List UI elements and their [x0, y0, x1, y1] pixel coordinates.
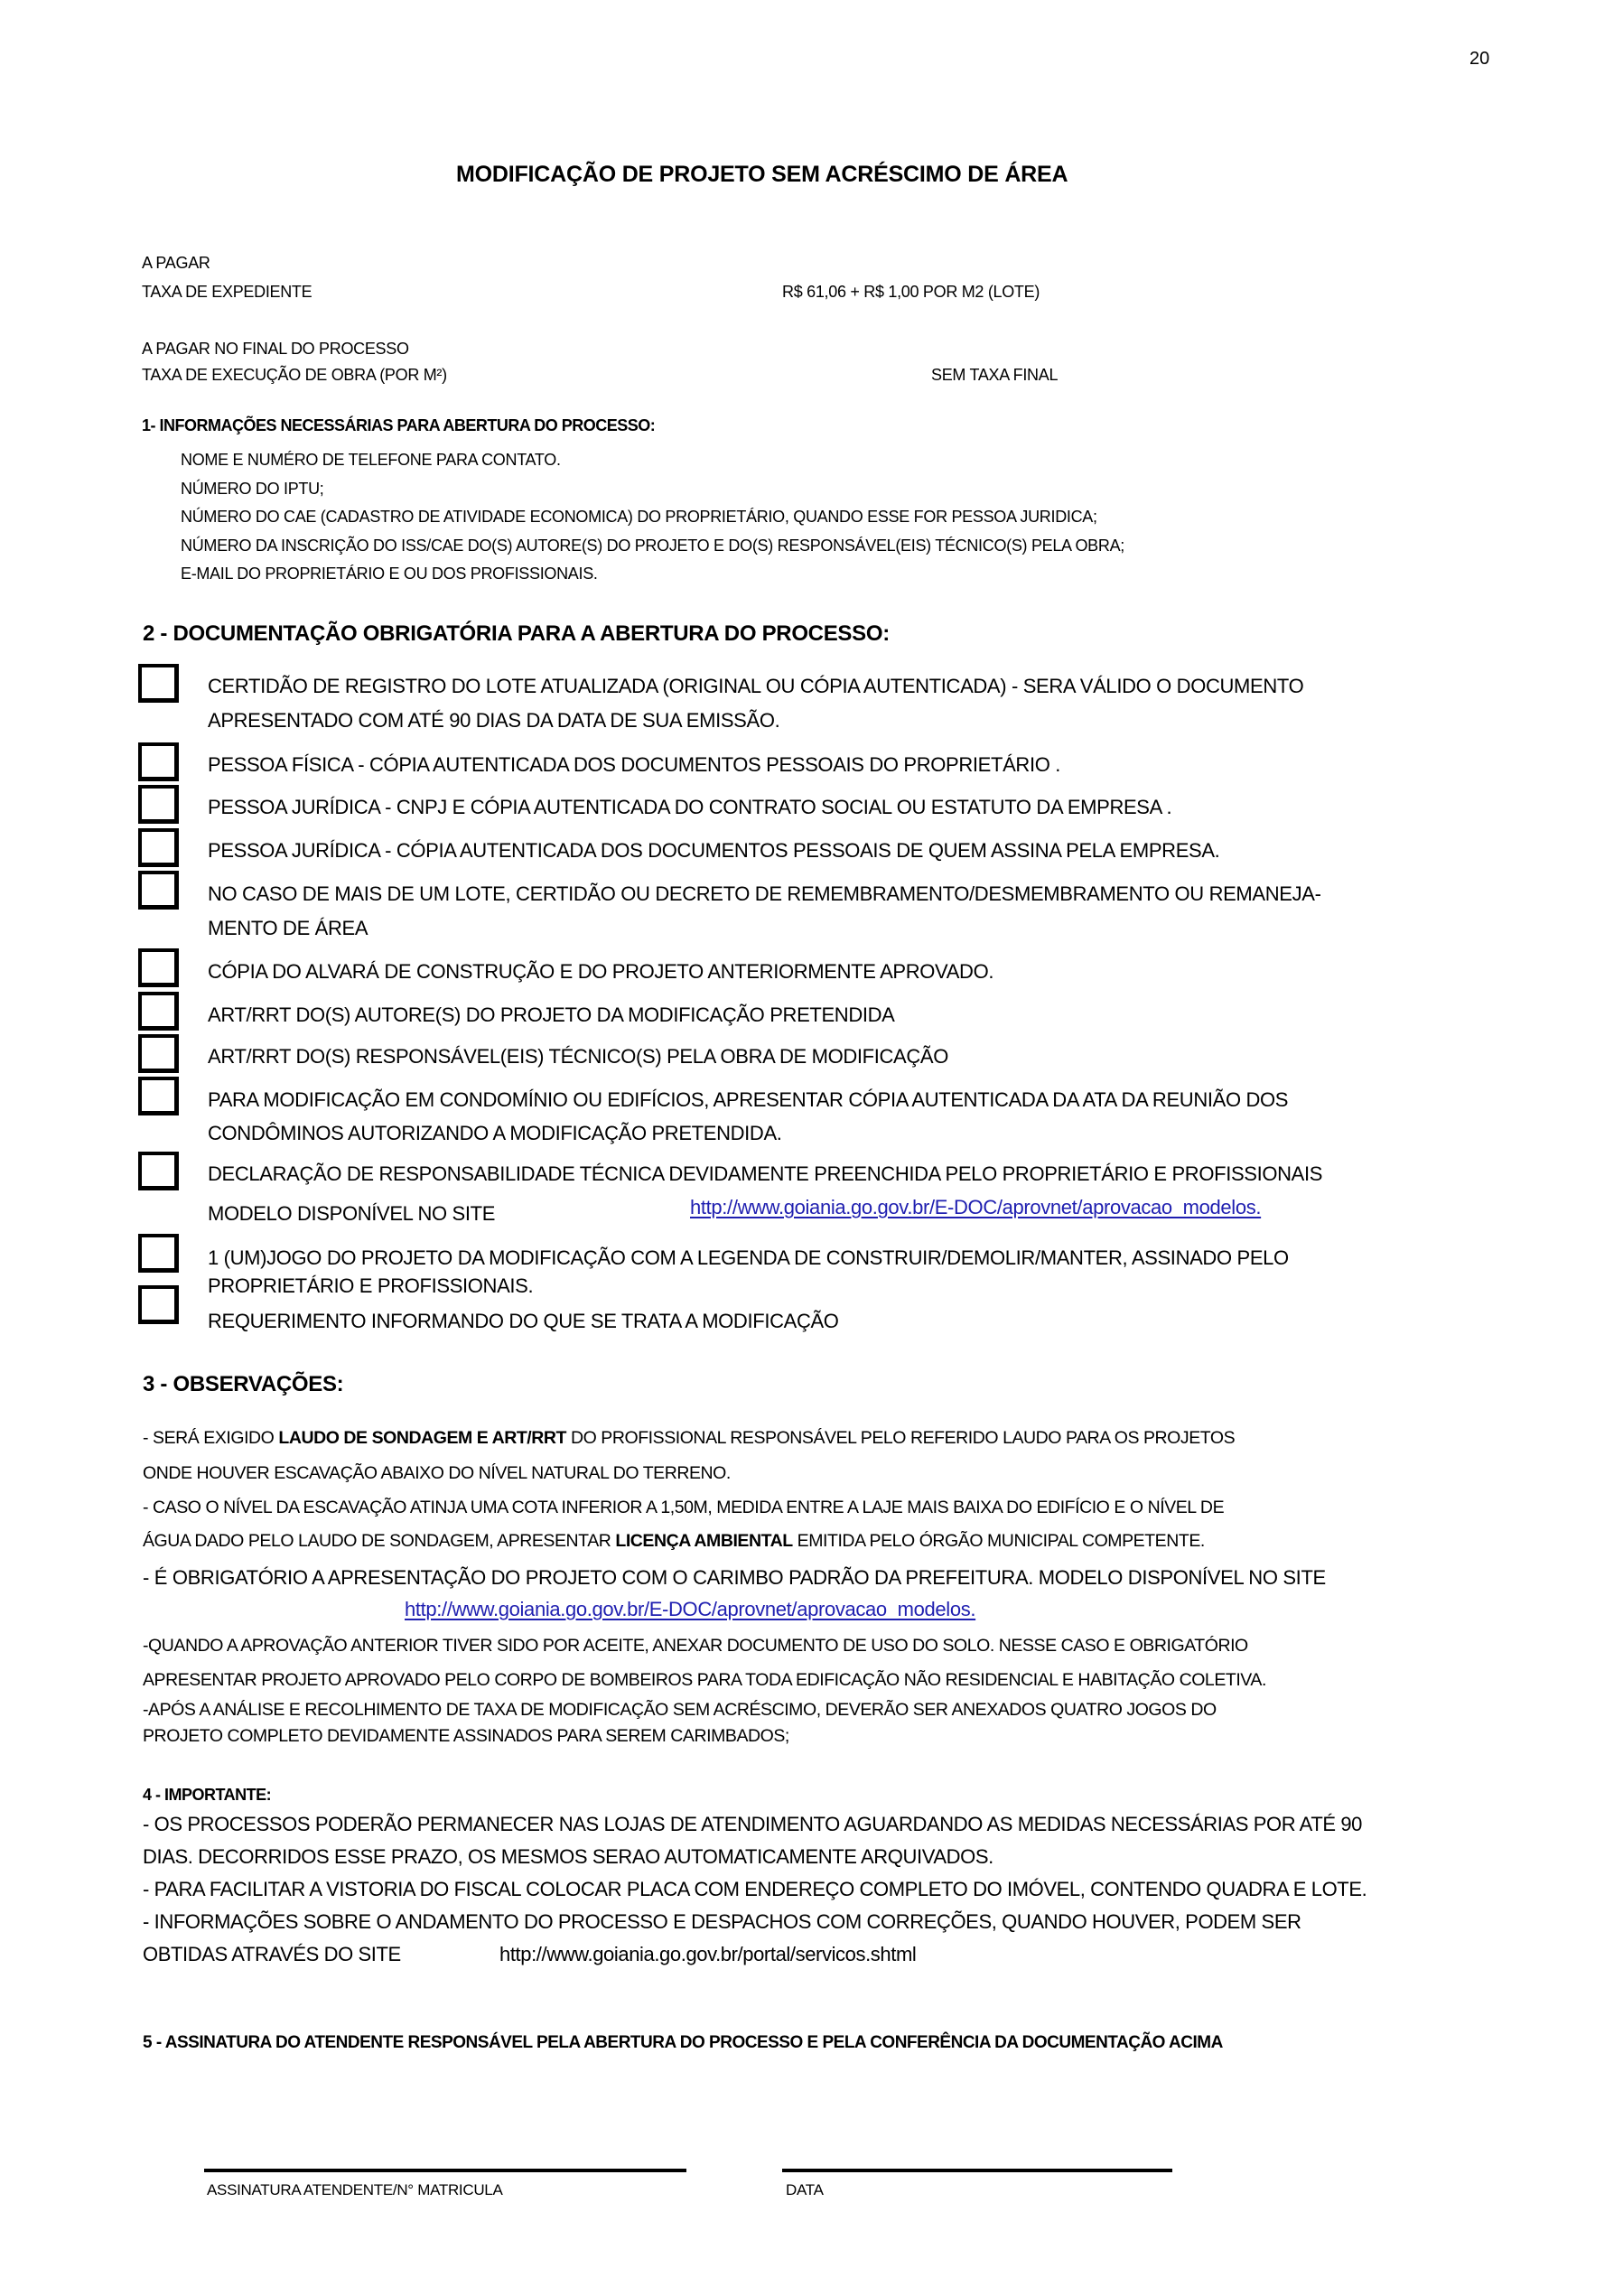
- doc-item-text: PROPRIETÁRIO E PROFISSIONAIS.: [208, 1274, 534, 1297]
- doc-item-text: MENTO DE ÁREA: [208, 917, 368, 939]
- taxa-expediente-value: R$ 61,06 + R$ 1,00 POR M2 (LOTE): [782, 283, 1040, 301]
- section-1-heading: 1- INFORMAÇÕES NECESSÁRIAS PARA ABERTURA DO PROCESSO:: [142, 416, 656, 434]
- doc-item-text: CONDÔMINOS AUTORIZANDO A MODIFICAÇÃO PRETENDIDA.: [208, 1122, 782, 1144]
- section-3-heading: 3 - OBSERVAÇÕES:: [143, 1372, 344, 1396]
- observation-line: -APÓS A ANÁLISE E RECOLHIMENTO DE TAXA DE MODIFICAÇÃO SEM ACRÉSCIMO, DEVERÃO SER ANEXADOS QUATRO JOGOS DO: [143, 1700, 1217, 1720]
- doc-item-text: DECLARAÇÃO DE RESPONSABILIDADE TÉCNICA DEVIDAMENTE PREENCHIDA PELO PROPRIETÁRIO E PROFISSIONAIS: [208, 1162, 1323, 1185]
- doc-item-text: REQUERIMENTO INFORMANDO DO QUE SE TRATA A MODIFICAÇÃO: [208, 1310, 839, 1332]
- doc-item-text: CERTIDÃO DE REGISTRO DO LOTE ATUALIZADA (ORIGINAL OU CÓPIA AUTENTICADA) - SERA VÁLIDO O DOCUMENTO: [208, 675, 1304, 697]
- doc-item-text: PARA MODIFICAÇÃO EM CONDOMÍNIO OU EDIFÍCIOS, APRESENTAR CÓPIA AUTENTICADA DA ATA DA REUNIÃO DOS: [208, 1088, 1289, 1111]
- observation-line: PROJETO COMPLETO DEVIDAMENTE ASSINADOS PARA SEREM CARIMBADOS;: [143, 1726, 789, 1746]
- checkbox-pessoa-fisica[interactable]: [138, 742, 179, 781]
- doc-item-text: 1 (UM)JOGO DO PROJETO DA MODIFICAÇÃO COM A LEGENDA DE CONSTRUIR/DEMOLIR/MANTER, ASSINADO PELO: [208, 1246, 1289, 1269]
- doc-item-text: CÓPIA DO ALVARÁ DE CONSTRUÇÃO E DO PROJETO ANTERIORMENTE APROVADO.: [208, 960, 994, 983]
- info-item: NÚMERO DO IPTU;: [181, 480, 324, 498]
- doc-item-text: PESSOA JURÍDICA - CNPJ E CÓPIA AUTENTICADA DO CONTRATO SOCIAL OU ESTATUTO DA EMPRESA .: [208, 796, 1172, 818]
- checkbox-art-responsaveis[interactable]: [138, 1034, 179, 1073]
- signature-label: ASSINATURA ATENDENTE/N° MATRICULA: [207, 2181, 503, 2198]
- observation-line: ÁGUA DADO PELO LAUDO DE SONDAGEM, APRESENTAR LICENÇA AMBIENTAL EMITIDA PELO ÓRGÃO MUNICIPAL COMPETENTE.: [143, 1531, 1205, 1551]
- important-line: - INFORMAÇÕES SOBRE O ANDAMENTO DO PROCESSO E DESPACHOS COM CORREÇÕES, QUANDO HOUVER, PODEM SER: [143, 1910, 1301, 1933]
- important-line: - OS PROCESSOS PODERÃO PERMANECER NAS LOJAS DE ATENDIMENTO AGUARDANDO AS MEDIDAS NECESSÁRIAS POR ATÉ 90: [143, 1813, 1363, 1835]
- doc-item-text: PESSOA JURÍDICA - CÓPIA AUTENTICADA DOS DOCUMENTOS PESSOAIS DE QUEM ASSINA PELA EMPRESA.: [208, 839, 1220, 862]
- observation-line: -QUANDO A APROVAÇÃO ANTERIOR TIVER SIDO POR ACEITE, ANEXAR DOCUMENTO DE USO DO SOLO. NESSE CASO E OBRIGATÓRIO: [143, 1636, 1248, 1656]
- info-item: NÚMERO DA INSCRIÇÃO DO ISS/CAE DO(S) AUTORE(S) DO PROJETO E DO(S) RESPONSÁVEL(EIS) TÉCNICO(S) PELA OBRA;: [181, 537, 1124, 555]
- modelos-link[interactable]: http://www.goiania.go.gov.br/E-DOC/aprovnet/aprovacao_modelos.: [690, 1196, 1262, 1218]
- doc-item-text: NO CASO DE MAIS DE UM LOTE, CERTIDÃO OU DECRETO DE REMEMBRAMENTO/DESMEMBRAMENTO OU REMANEJA-: [208, 882, 1321, 905]
- info-item: NÚMERO DO CAE (CADASTRO DE ATIVIDADE ECONOMICA) DO PROPRIETÁRIO, QUANDO ESSE FOR PESSOA JURIDICA;: [181, 508, 1097, 526]
- observation-line: APRESENTAR PROJETO APROVADO PELO CORPO DE BOMBEIROS PARA TODA EDIFICAÇÃO NÃO RESIDENCIAL E HABITAÇÃO COLETIVA.: [143, 1670, 1266, 1690]
- a-pagar-final-label: A PAGAR NO FINAL DO PROCESSO: [142, 340, 409, 358]
- page-number: 20: [1469, 49, 1490, 69]
- doc-item-text: ART/RRT DO(S) AUTORE(S) DO PROJETO DA MODIFICAÇÃO PRETENDIDA: [208, 1003, 895, 1026]
- important-line: - PARA FACILITAR A VISTORIA DO FISCAL COLOCAR PLACA COM ENDEREÇO COMPLETO DO IMÓVEL, CONTENDO QUADRA E LOTE.: [143, 1878, 1367, 1900]
- checkbox-declaracao[interactable]: [138, 1152, 179, 1190]
- checkbox-certidao-registro[interactable]: [138, 664, 179, 703]
- taxa-execucao-value: SEM TAXA FINAL: [931, 366, 1059, 384]
- checkbox-jogo-projeto[interactable]: [138, 1234, 179, 1273]
- observation-line: - CASO O NÍVEL DA ESCAVAÇÃO ATINJA UMA COTA INFERIOR A 1,50M, MEDIDA ENTRE A LAJE MAIS BAIXA DO EDIFÍCIO E O NÍVEL DE: [143, 1498, 1225, 1517]
- info-item: E-MAIL DO PROPRIETÁRIO E OU DOS PROFISSIONAIS.: [181, 565, 598, 583]
- checkbox-condominio[interactable]: [138, 1077, 179, 1115]
- signature-line: [204, 2169, 686, 2172]
- doc-item-text: APRESENTADO COM ATÉ 90 DIAS DA DATA DE SUA EMISSÃO.: [208, 709, 780, 732]
- checkbox-remembramento[interactable]: [138, 871, 179, 910]
- doc-item-text: MODELO DISPONÍVEL NO SITE: [208, 1202, 496, 1225]
- date-line: [782, 2169, 1172, 2172]
- checkbox-requerimento[interactable]: [138, 1285, 179, 1324]
- observation-line: - SERÁ EXIGIDO LAUDO DE SONDAGEM E ART/RRT DO PROFISSIONAL RESPONSÁVEL PELO REFERIDO LAUDO PARA OS PROJETOS: [143, 1428, 1236, 1448]
- section-5-heading: 5 - ASSINATURA DO ATENDENTE RESPONSÁVEL PELA ABERTURA DO PROCESSO E PELA CONFERÊNCIA DA DOCUMENTAÇÃO ACIMA: [143, 2033, 1223, 2052]
- taxa-expediente-label: TAXA DE EXPEDIENTE: [142, 283, 312, 301]
- modelos-link-2[interactable]: http://www.goiania.go.gov.br/E-DOC/aprovnet/aprovacao_modelos.: [405, 1598, 976, 1620]
- doc-item-text: PESSOA FÍSICA - CÓPIA AUTENTICADA DOS DOCUMENTOS PESSOAIS DO PROPRIETÁRIO .: [208, 753, 1060, 776]
- checkbox-alvara[interactable]: [138, 948, 179, 987]
- a-pagar-label: A PAGAR: [142, 254, 210, 272]
- servicos-url[interactable]: http://www.goiania.go.gov.br/portal/servicos.shtml: [499, 1943, 917, 1965]
- important-line: DIAS. DECORRIDOS ESSE PRAZO, OS MESMOS SERAO AUTOMATICAMENTE ARQUIVADOS.: [143, 1845, 993, 1868]
- page-title: MODIFICAÇÃO DE PROJETO SEM ACRÉSCIMO DE ÁREA: [456, 162, 1068, 187]
- checkbox-pessoa-juridica-docs[interactable]: [138, 828, 179, 867]
- doc-item-text: ART/RRT DO(S) RESPONSÁVEL(EIS) TÉCNICO(S) PELA OBRA DE MODIFICAÇÃO: [208, 1045, 948, 1068]
- taxa-execucao-label: TAXA DE EXECUÇÃO DE OBRA (POR M²): [142, 366, 447, 384]
- checkbox-pessoa-juridica-cnpj[interactable]: [138, 785, 179, 824]
- observation-line: - É OBRIGATÓRIO A APRESENTAÇÃO DO PROJETO COM O CARIMBO PADRÃO DA PREFEITURA. MODELO DISPONÍVEL NO SITE: [143, 1566, 1326, 1589]
- info-item: NOME E NUMÉRO DE TELEFONE PARA CONTATO.: [181, 451, 561, 469]
- observation-line: ONDE HOUVER ESCAVAÇÃO ABAIXO DO NÍVEL NATURAL DO TERRENO.: [143, 1463, 731, 1483]
- important-line: OBTIDAS ATRAVÉS DO SITE: [143, 1943, 401, 1965]
- date-label: DATA: [786, 2181, 824, 2198]
- checkbox-art-autores[interactable]: [138, 992, 179, 1031]
- section-2-heading: 2 - DOCUMENTAÇÃO OBRIGATÓRIA PARA A ABERTURA DO PROCESSO:: [143, 621, 890, 646]
- section-4-heading: 4 - IMPORTANTE:: [143, 1786, 272, 1804]
